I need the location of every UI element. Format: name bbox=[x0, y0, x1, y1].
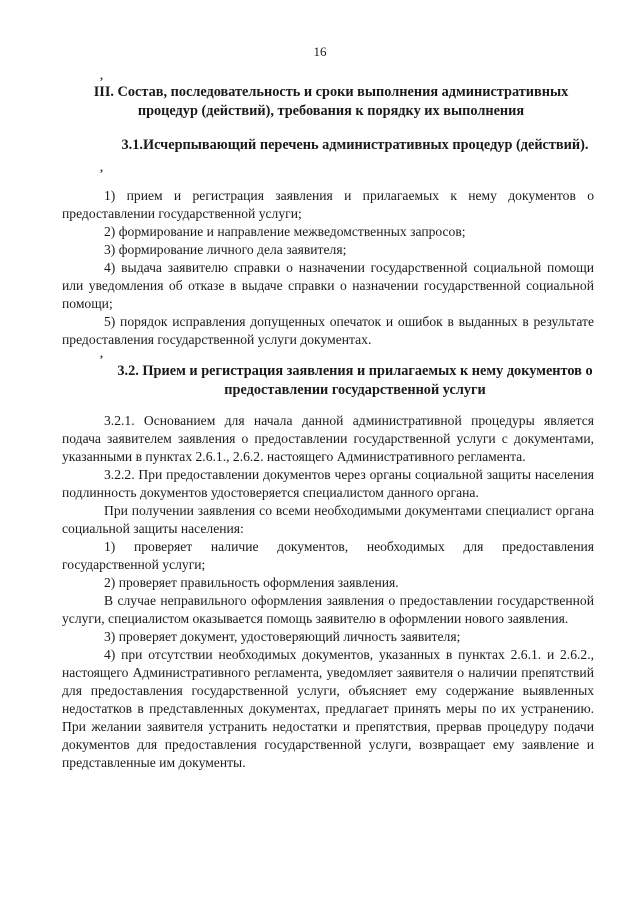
subsection-body bbox=[62, 412, 594, 772]
page-number: 16 bbox=[313, 44, 327, 59]
list-item: 2) формирование и направление межведомственных запросов; bbox=[104, 224, 466, 239]
paragraph: 3.2.2. При предоставлении документов через органы социальной защиты населения подлинность документов удостоверяется специалистом данного органа. bbox=[62, 467, 594, 500]
paragraph: 3.2.1. Основанием для начала данной административной процедуры является подача заявителем заявления о предоставлении государственной услуги с документами, указанными в пунктах 2.6.1., 2.6.2. настоящего Административного регламента. bbox=[62, 413, 594, 464]
paragraph: 1) проверяет наличие документов, необходимых для предоставления государственной услуги; bbox=[62, 539, 594, 572]
paragraph: 2) проверяет правильность оформления заявления. bbox=[104, 575, 399, 590]
paragraph: При получении заявления со всеми необходимыми документами специалист органа социальной защиты населения: bbox=[62, 503, 594, 536]
subsection-title: 3.1.Исчерпывающий перечень административных процедур (действий). bbox=[121, 137, 589, 153]
paragraph: В случае неправильного оформления заявления о предоставлении государственной услуги, специалистом оказывается помощь заявителю в оформлении нового заявления. bbox=[62, 593, 594, 626]
section-title: III. Состав, последовательность и сроки выполнения административных процедур (действий), требования к порядку их выполнения bbox=[93, 84, 569, 119]
procedures-list bbox=[62, 187, 594, 349]
margin-mark: , bbox=[100, 68, 103, 82]
subsection-title: 3.2. Прием и регистрация заявления и прилагаемых к нему документов о предоставлении государственной услуги bbox=[117, 363, 593, 398]
margin-mark: , bbox=[100, 346, 103, 360]
list-item: 4) выдача заявителю справки о назначении государственной социальной помощи или уведомления об отказе в выдаче справки о назначении государственной социальной помощи; bbox=[62, 260, 594, 311]
paragraph: 3) проверяет документ, удостоверяющий личность заявителя; bbox=[104, 629, 461, 644]
list-item: 1) прием и регистрация заявления и прилагаемых к нему документов о предоставлении государственной услуги; bbox=[62, 188, 594, 221]
paragraph: 4) при отсутствии необходимых документов, указанных в пунктах 2.6.1. и 2.6.2., настоящего Административного регламента, уведомляет заявителя о наличии препятствий для предоставления государственной услуги, объясняет ему содержание выявленных недостатков в представленных документах, предлагает принять меры по их устранению. При желании заявителя устранить недостатки и препятствия, прервав процедуру подачи документов для предоставления государственной услуги, возвращает ему заявление и представленные им документы. bbox=[62, 647, 594, 770]
list-item: 5) порядок исправления допущенных опечаток и ошибок в выданных в результате предоставления государственной услуги документах. bbox=[62, 314, 594, 347]
margin-mark: , bbox=[100, 160, 103, 174]
list-item: 3) формирование личного дела заявителя; bbox=[104, 242, 347, 257]
